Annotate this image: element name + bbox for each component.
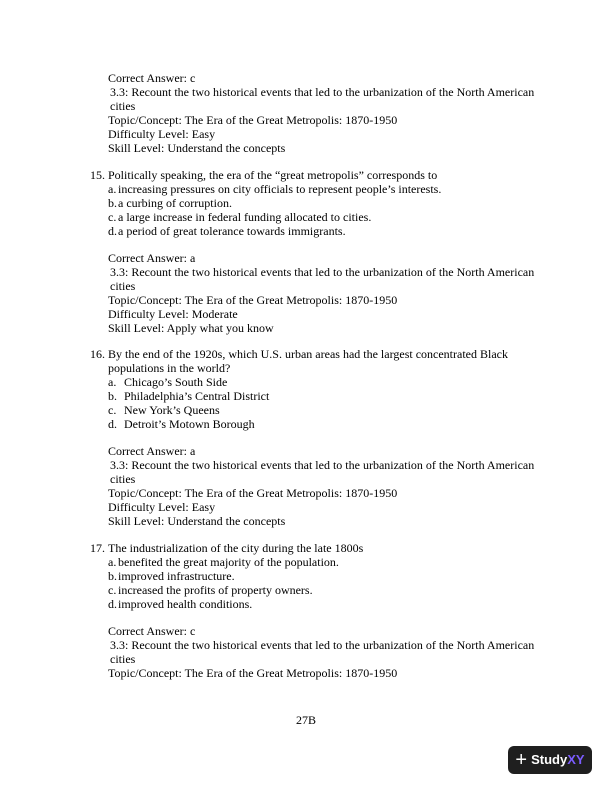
choice-d: d. a period of great tolerance towards immigrants. (108, 223, 346, 238)
learning-objective: 3.3: Recount the two historical events that led to the urbanization of the North American cities (110, 84, 535, 113)
choice-list (108, 556, 550, 612)
correct-answer: Correct Answer: c (108, 624, 196, 638)
learning-objective: 3.3: Recount the two historical events that led to the urbanization of the North American cities (110, 457, 535, 486)
choice-b: b. improved infrastructure. (108, 568, 235, 583)
topic-concept: Topic/Concept: The Era of the Great Metropolis: 1870-1950 (108, 112, 398, 127)
answer-block-16 (108, 445, 548, 528)
plus-icon: + (515, 749, 528, 771)
difficulty-level: Difficulty Level: Easy (108, 499, 216, 514)
choice-d: d. Detroit’s Motown Borough (108, 416, 255, 431)
difficulty-level: Difficulty Level: Moderate (108, 306, 238, 321)
choice-c: c. New York’s Queens (108, 402, 220, 417)
correct-answer: Correct Answer: c (108, 71, 196, 85)
learning-objective: 3.3: Recount the two historical events that led to the urbanization of the North American cities (110, 637, 535, 666)
difficulty-level: Difficulty Level: Easy (108, 126, 216, 141)
skill-level: Skill Level: Understand the concepts (108, 140, 286, 155)
answer-block-15 (108, 252, 548, 335)
question-number: 16. (90, 347, 105, 361)
choice-a: a. increasing pressures on city officials to represent people’s interests. (108, 181, 442, 196)
question-number: 17. (90, 541, 105, 555)
topic-concept: Topic/Concept: The Era of the Great Metropolis: 1870-1950 (108, 665, 398, 680)
choice-c: c. a large increase in federal funding allocated to cities. (108, 209, 372, 224)
question-number: 15. (90, 168, 105, 182)
choice-d: d. improved health conditions. (108, 596, 253, 611)
topic-concept: Topic/Concept: The Era of the Great Metropolis: 1870-1950 (108, 292, 398, 307)
skill-level: Skill Level: Understand the concepts (108, 513, 286, 528)
studyxy-badge[interactable] (508, 746, 592, 774)
question-text: The industrialization of the city during the late 1800s (108, 541, 364, 555)
learning-objective: 3.3: Recount the two historical events that led to the urbanization of the North American cities (110, 264, 535, 293)
skill-level: Skill Level: Apply what you know (108, 320, 274, 335)
choice-b: b. Philadelphia’s Central District (108, 388, 270, 403)
choice-a: a. benefited the great majority of the population. (108, 554, 339, 569)
question-text: By the end of the 1920s, which U.S. urban areas had the largest concentrated Black populations in the world? (108, 347, 508, 375)
choice-a: a. Chicago’s South Side (108, 374, 228, 389)
question-15 (90, 169, 550, 239)
answer-block-17 (108, 625, 548, 681)
page-number: 27B (295, 713, 316, 727)
topic-concept: Topic/Concept: The Era of the Great Metropolis: 1870-1950 (108, 485, 398, 500)
choice-c: c. increased the profits of property owners. (108, 582, 313, 597)
choice-list (108, 183, 550, 239)
correct-answer: Correct Answer: a (108, 251, 196, 265)
choice-b: b. a curbing of corruption. (108, 195, 232, 210)
question-17 (90, 542, 550, 612)
question-16 (90, 348, 550, 431)
correct-answer: Correct Answer: a (108, 444, 196, 458)
choice-list (108, 376, 550, 432)
badge-brand: Study (531, 752, 568, 768)
question-text: Politically speaking, the era of the “great metropolis” corresponds to (108, 168, 438, 182)
badge-brand-accent: XY (567, 752, 585, 768)
answer-block-14 (108, 72, 548, 155)
